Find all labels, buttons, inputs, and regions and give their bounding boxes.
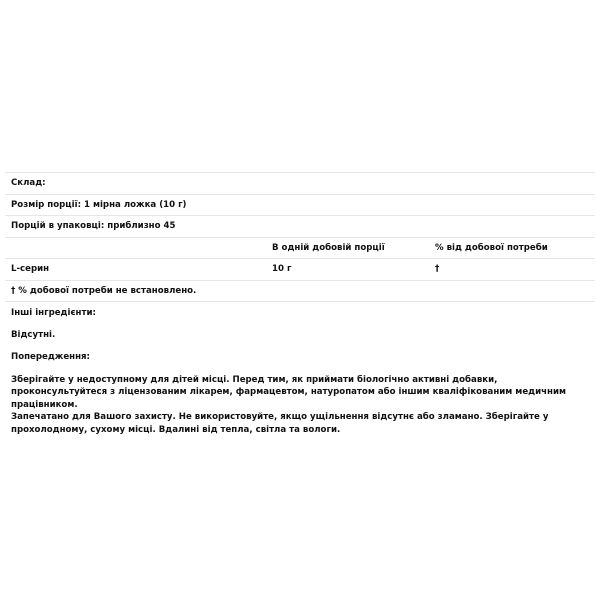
storage-paragraph: Запечатано для Вашого захисту. Не використовуйте, якщо ущільнення відсутнє або зламано. Зберігайте у прохолодному, сухому місці. Вдалині від тепла, світла та вологи. — [11, 412, 549, 435]
serving-size-row — [5, 195, 595, 217]
servings-per-container: Порцій в упаковці: приблизно 45 — [11, 221, 176, 232]
table-row — [5, 259, 595, 281]
servings-per-container-row — [5, 216, 595, 238]
product-info — [5, 172, 595, 436]
column-header-daily-value: % від добової потреби — [435, 242, 548, 253]
supplement-facts-table — [5, 172, 595, 302]
facts-heading-row — [5, 173, 595, 195]
additional-info — [5, 302, 595, 436]
footnote: † % добової потреби не встановлено. — [11, 285, 197, 296]
table-header-row — [5, 238, 595, 260]
column-header-amount: В одній добовій порції — [272, 242, 385, 253]
warnings-label: Попередження: — [11, 352, 90, 362]
other-ingredients-value: Відсутні. — [11, 329, 56, 340]
ingredient-name: L-серин — [11, 264, 50, 275]
ingredient-amount: 10 г — [272, 264, 292, 275]
ingredient-daily-value: † — [435, 264, 440, 275]
facts-heading: Склад: — [11, 178, 46, 189]
footnote-row — [5, 281, 595, 303]
warning-paragraph: Зберігайте у недоступному для дітей місці. Перед тим, як приймати біологічно активні добавки, проконсультуйтеся з ліцензованим лікарем, фармацевтом, натуропатом або іншим кваліфікованим медичним працівником. — [11, 374, 567, 410]
serving-size: Розмір порції: 1 мірна ложка (10 г) — [11, 199, 187, 210]
other-ingredients-label: Інші інгредієнти: — [11, 308, 96, 318]
